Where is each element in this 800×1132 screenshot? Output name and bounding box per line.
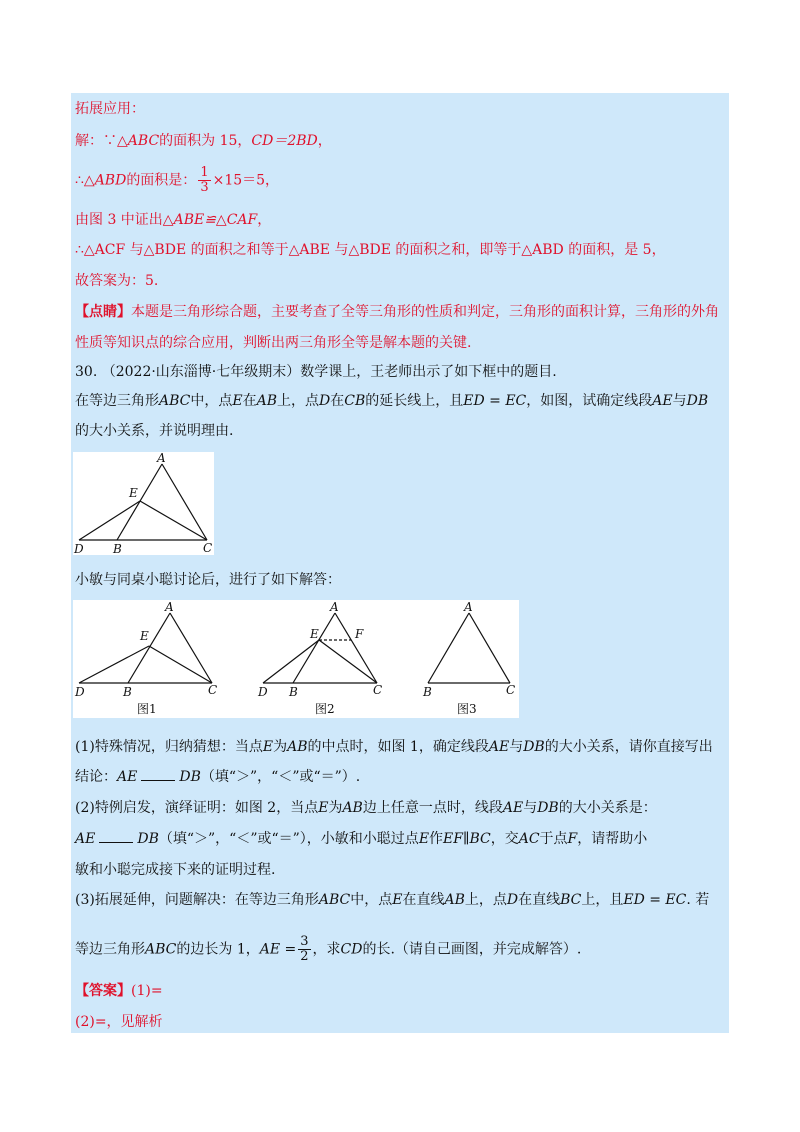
figures-row: [73, 600, 519, 718]
solution-line-3: 由图 3 中证出△ABE≌△CAF，: [75, 212, 272, 228]
fig2-caption: 图2: [315, 702, 335, 716]
label-E: E: [129, 486, 138, 500]
comment-line-2: 性质等知识点的综合应用，判断出两三角形全等是解本题的关键.: [75, 335, 472, 351]
solution-line-5: 故答案为：5.: [75, 273, 159, 289]
fig2-label-B: B: [289, 685, 298, 699]
fig3-label-C: C: [506, 683, 516, 697]
problem-header: 30. （2022·山东淄博·七年级期末）数学课上，王老师出示了如下框中的题目.: [75, 364, 557, 380]
answer-line-1: 【答案】(1)=: [75, 983, 163, 999]
segment-DE: [79, 501, 140, 540]
fraction-one-third: $\frac{1}{3}$: [200, 165, 209, 195]
question-2-line-2: AE DB（填“＞”，“＜”或“＝”），小敏和小聪过点E作EF∥BC，交AC于点F，请帮助小: [75, 831, 648, 847]
label-B: B: [113, 542, 122, 555]
comment-line-1: 【点睛】本题是三角形综合题，主要考查了全等三角形的性质和判定，三角形的面积计算，三角形的外角: [75, 304, 719, 320]
question-1-line-1: (1)特殊情况，归纳猜想：当点E为AB的中点时，如图 1，确定线段AE与DB的大小关系，请你直接写出: [75, 739, 713, 755]
discussion-text: 小敏与同桌小聪讨论后，进行了如下解答：: [75, 572, 341, 588]
figures-svg: [73, 600, 519, 718]
figure-2: [263, 613, 377, 683]
label-C: C: [203, 541, 213, 555]
problem-stem-line-1: 在等边三角形ABC中，点E在AB上，点D在CB的延长线上，且ED = EC，如图，试确定线段AE与DB: [75, 393, 709, 409]
answer-blank-2[interactable]: [99, 830, 133, 843]
question-2-line-3: 敏和小聪完成接下来的证明过程.: [75, 862, 276, 878]
fraction-three-halves: $\frac{3}{2}$: [300, 934, 309, 964]
extension-heading: 拓展应用：: [75, 101, 145, 117]
fig1-label-D: D: [75, 685, 85, 699]
answer-blank-1[interactable]: [141, 768, 175, 781]
fig1-label-B: B: [123, 685, 132, 699]
solution-line-2: ∴△ABD的面积是： $\frac{1}{3}$ ×15＝5，: [75, 165, 280, 195]
side-AC: [162, 464, 207, 540]
solution-line-1: 解：∵△ABC的面积为 15，CD＝2BD，: [75, 133, 332, 149]
fig1-label-C: C: [208, 683, 218, 697]
triangle-figure-svg: [73, 452, 214, 555]
label-A: A: [157, 452, 166, 465]
question-1-line-2: 结论：AE DB（填“＞”，“＜”或“＝”）.: [75, 769, 361, 785]
figure-3: [428, 613, 510, 683]
question-3-line-1: (3)拓展延伸，问题解决：在等边三角形ABC中，点E在直线AB上，点D在直线BC上，且ED = EC. 若: [75, 892, 710, 908]
fig2-label-D: D: [258, 685, 268, 699]
question-3-line-2: 等边三角形ABC的边长为 1，AE = $\frac{3}{2}$ ，求CD的长.（请自己画图，并完成解答）.: [75, 934, 582, 964]
fig2-label-C: C: [373, 683, 383, 697]
answer-line-2: (2)=，见解析: [75, 1014, 163, 1030]
fig2-label-A: A: [330, 600, 339, 614]
figure-1: [79, 613, 212, 683]
fig2-label-F: F: [355, 627, 364, 641]
question-2-line-1: (2)特例启发，演绎证明：如图 2，当点E为AB边上任意一点时，线段AE与DB的大小关系是：: [75, 800, 657, 816]
problem-figure: [73, 452, 214, 555]
segment-EC: [140, 501, 207, 540]
fig1-label-A: A: [165, 600, 174, 614]
fig2-label-E: E: [310, 627, 319, 641]
fig3-label-A: A: [464, 600, 473, 614]
fig1-caption: 图1: [137, 702, 157, 716]
fig1-label-E: E: [140, 629, 149, 643]
fig3-label-B: B: [423, 685, 432, 699]
solution-line-4: ∴△ACF 与△BDE 的面积之和等于△ABE 与△BDE 的面积之和，即等于△ABD 的面积，是 5，: [75, 242, 666, 258]
label-D: D: [74, 542, 84, 555]
problem-stem-line-2: 的大小关系，并说明理由.: [75, 423, 234, 439]
fig3-caption: 图3: [457, 702, 477, 716]
